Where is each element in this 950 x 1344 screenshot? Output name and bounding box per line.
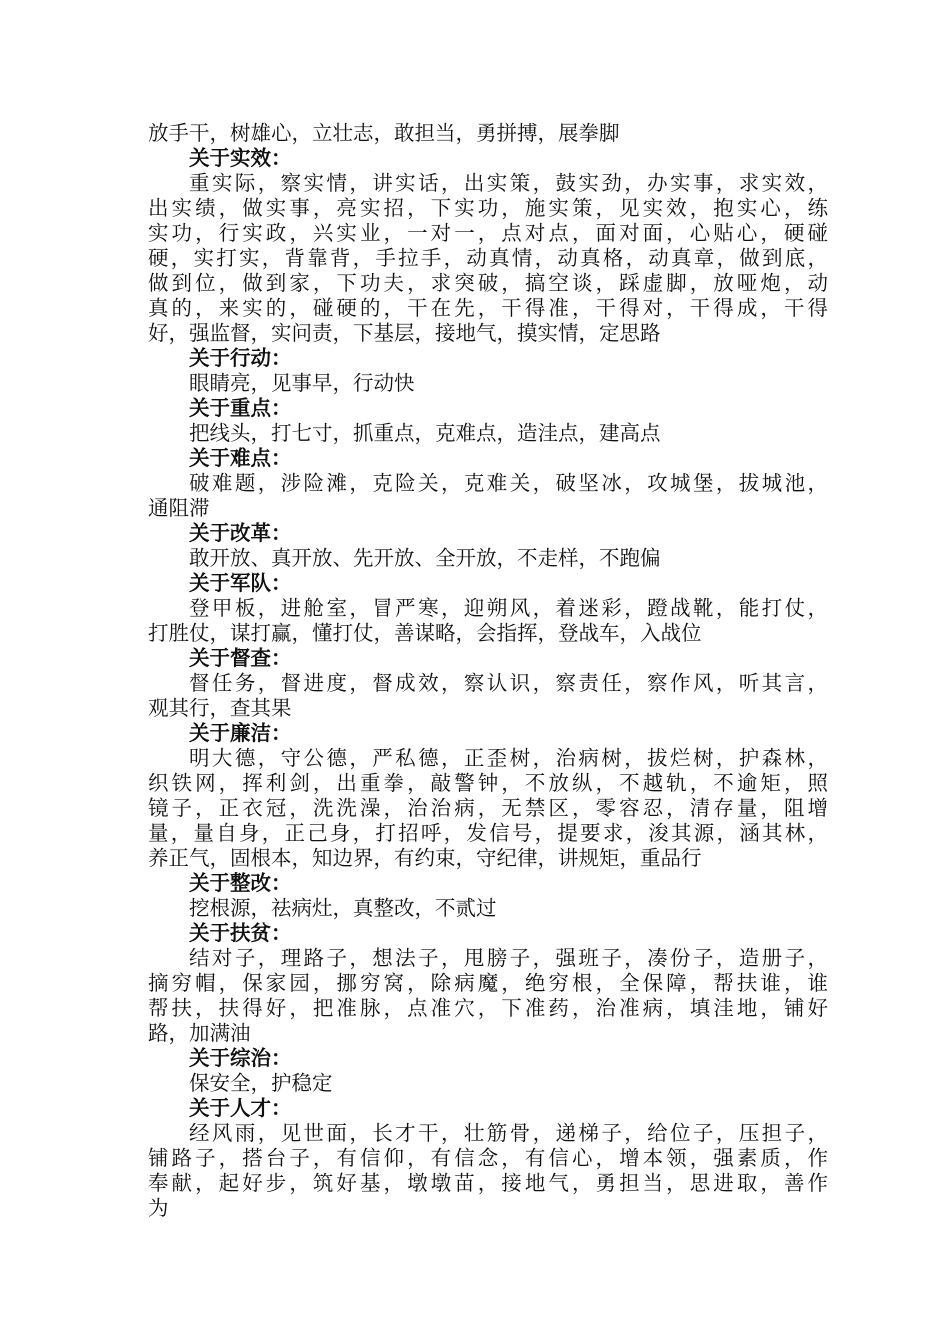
document-body <box>148 121 828 1221</box>
body-line: 奉献，起好步，筑好基，墩墩苗，接地气，勇担当，思进取，善作 <box>148 1171 828 1195</box>
body-line: 铺路子，搭台子，有信仰，有信念，有信心，增本领，强素质，作 <box>148 1146 828 1170</box>
body-line: 经风雨，见世面，长才干，壮筋骨，递梯子，给位子，压担子， <box>189 1121 828 1145</box>
body-line: 硬，实打实，背靠背，手拉手，动真情，动真格，动真章，做到底， <box>148 246 828 270</box>
body-line: 为 <box>148 1196 169 1220</box>
section-heading: 关于廉洁： <box>189 721 292 745</box>
body-line: 做到位，做到家，下功夫，求突破，搞空谈，踩虚脚，放哑炮，动 <box>148 271 828 295</box>
section-heading: 关于改革： <box>189 521 292 545</box>
body-line: 敢开放、真开放、先开放、全开放，不走样，不跑偏 <box>189 546 661 570</box>
body-line: 打胜仗，谋打赢，懂打仗，善谋略，会指挥，登战车，入战位 <box>148 621 702 645</box>
body-line: 出实绩，做实事，亮实招，下实功，施实策，见实效，抱实心，练 <box>148 196 828 220</box>
section-heading: 关于军队： <box>189 571 292 595</box>
section-heading: 关于扶贫： <box>189 921 292 945</box>
body-line: 好，强监督，实问责，下基层，接地气，摸实情，定思路 <box>148 321 661 345</box>
body-line: 结对子，理路子，想法子，甩膀子，强班子，凑份子，造册子， <box>189 946 828 970</box>
section-heading: 关于难点： <box>189 446 292 470</box>
body-line: 摘穷帽，保家园，挪穷窝，除病魔，绝穷根，全保障，帮扶谁，谁 <box>148 971 828 995</box>
section-heading: 关于实效： <box>189 146 292 170</box>
body-line: 通阻滞 <box>148 496 210 520</box>
section-heading: 关于重点： <box>189 396 292 420</box>
body-line: 量，量自身，正己身，打招呼，发信号，提要求，浚其源，涵其林， <box>148 821 828 845</box>
body-line: 督任务，督进度，督成效，察认识，察责任，察作风，听其言， <box>189 671 828 695</box>
section-heading: 关于综治： <box>189 1046 292 1070</box>
section-heading: 关于整改： <box>189 871 292 895</box>
body-line: 登甲板，进舱室，冒严寒，迎朔风，着迷彩，蹬战靴，能打仗， <box>189 596 828 620</box>
section-heading: 关于行动： <box>189 346 292 370</box>
body-line: 观其行，查其果 <box>148 696 292 720</box>
body-line: 破难题，涉险滩，克险关，克难关，破坚冰，攻城堡，拔城池， <box>189 471 828 495</box>
body-line: 明大德，守公德，严私德，正歪树，治病树，拔烂树，护森林， <box>189 746 828 770</box>
body-line: 把线头，打七寸，抓重点，克难点，造洼点，建高点 <box>189 421 661 445</box>
body-line: 眼睛亮，见事早，行动快 <box>189 371 415 395</box>
body-line: 镜子，正衣冠，洗洗澡，治治病，无禁区，零容忍，清存量，阻增 <box>148 796 828 820</box>
body-line: 保安全，护稳定 <box>189 1071 333 1095</box>
body-line: 路，加满油 <box>148 1021 251 1045</box>
body-line: 养正气，固根本，知边界，有约束，守纪律，讲规矩，重品行 <box>148 846 702 870</box>
body-line: 真的，来实的，碰硬的，干在先，干得准，干得对，干得成，干得 <box>148 296 828 320</box>
body-line: 帮扶，扶得好，把准脉，点准穴，下准药，治准病，填洼地，铺好 <box>148 996 828 1020</box>
section-heading: 关于督查： <box>189 646 292 670</box>
body-line: 重实际，察实情，讲实话，出实策，鼓实劲，办实事，求实效， <box>189 171 828 195</box>
body-line: 织铁网，挥利剑，出重拳，敲警钟，不放纵，不越轨，不逾矩，照 <box>148 771 828 795</box>
body-line: 实功，行实政，兴实业，一对一，点对点，面对面，心贴心，硬碰 <box>148 221 828 245</box>
section-heading: 关于人才： <box>189 1096 292 1120</box>
body-line: 放手干，树雄心，立壮志，敢担当，勇拼搏，展拳脚 <box>148 121 620 145</box>
body-line: 挖根源，祛病灶，真整改，不贰过 <box>189 896 497 920</box>
